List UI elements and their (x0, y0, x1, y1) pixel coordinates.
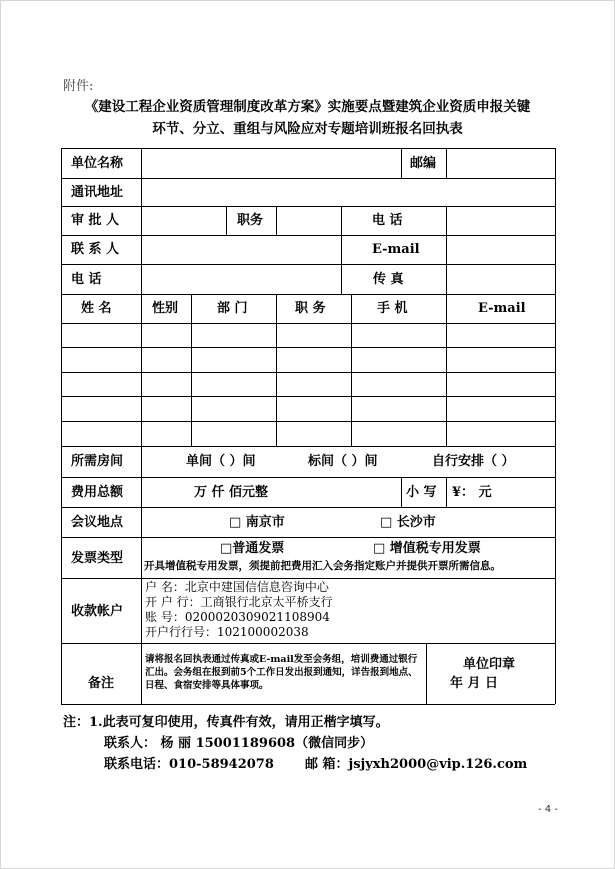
account-label: 收款帐户 (71, 604, 124, 619)
account-bank-number: 开户行行号：102100002038 (145, 625, 309, 639)
table-line (61, 421, 555, 422)
table-line (555, 148, 556, 704)
fax-label: 传 真 (373, 272, 404, 287)
col-mobile: 手 机 (377, 301, 408, 316)
form-title-line2: 环节、分立、重组与风险应对专题培训班报名回执表 (152, 121, 463, 137)
table-line (426, 643, 427, 704)
note-contact: 联系人： 杨 丽 15001189608（微信同步） (104, 736, 374, 751)
table-line (276, 206, 277, 235)
page-number: - 4 - (538, 804, 558, 815)
table-line (141, 446, 142, 704)
postcode-label: 邮编 (410, 156, 437, 171)
room-standard-option[interactable]: 标间（ ）间 (308, 454, 378, 469)
room-self-option[interactable]: 自行安排（ ） (432, 454, 515, 469)
table-line (401, 148, 402, 178)
table-line (61, 323, 555, 324)
table-line (351, 294, 352, 446)
unit-name-label: 单位名称 (71, 156, 124, 171)
room-single-option[interactable]: 单间（ ）间 (186, 454, 256, 469)
address-label: 通讯地址 (71, 185, 124, 200)
table-line (61, 643, 555, 644)
fee-small-label: 小 写 (406, 485, 437, 500)
table-line (61, 206, 555, 207)
table-line (61, 372, 555, 373)
note-copy-usage: 注：1.此表可复印使用，传真件有效，请用正楷字填写。 (63, 715, 389, 730)
contact-label: 联 系 人 (71, 242, 120, 257)
col-email: E-mail (478, 301, 526, 316)
approver-label: 审 批 人 (71, 213, 120, 228)
venue-nanjing-checkbox[interactable]: □ 南京市 (229, 515, 285, 530)
note-email: 邮 箱：jsjyxh2000@vip.126.com (305, 757, 528, 772)
invoice-vat-checkbox[interactable]: □ 增值税专用发票 (373, 541, 481, 556)
table-line (141, 294, 142, 446)
venue-label: 会议地点 (71, 515, 124, 530)
account-number: 账 号：0200020309021108904 (145, 610, 330, 624)
table-line (446, 206, 447, 294)
table-line (226, 206, 227, 235)
fee-small-field[interactable]: ¥： 元 (452, 485, 492, 500)
remark-label: 备注 (88, 676, 115, 691)
venue-changsha-checkbox[interactable]: □ 长沙市 (380, 515, 436, 530)
table-line (61, 537, 555, 538)
note-phone: 联系电话：010-58942078 (104, 757, 274, 772)
table-line (446, 148, 447, 178)
account-bank: 开 户 行：工商银行北京太平桥支行 (145, 595, 333, 609)
table-line (61, 235, 555, 236)
phone2-label: 电 话 (71, 272, 102, 287)
table-line (141, 148, 142, 294)
invoice-note: 开具增值税专用发票，须提前把费用汇入会务指定账户并提供开票所需信息。 (144, 560, 501, 572)
table-line (61, 704, 555, 705)
fee-amount-field[interactable]: 万 仟 佰元整 (194, 485, 269, 500)
room-label: 所需房间 (71, 454, 124, 469)
table-line (341, 206, 342, 294)
table-line (61, 347, 555, 348)
table-line (276, 294, 277, 446)
col-gender: 性别 (152, 301, 179, 316)
table-line (446, 294, 447, 446)
email-label: E-mail (372, 242, 420, 257)
invoice-normal-checkbox[interactable]: □普通发票 (220, 541, 285, 556)
invoice-label: 发票类型 (71, 551, 124, 566)
position-label: 职务 (237, 213, 264, 228)
remark-text: 请将报名回执表通过传真或E-mail发至会务组，培训费通过银行汇出。会务组在报到前5个工作日发出报到通知，详告报到地点、日程、食宿安排等具体事项。 (145, 654, 418, 691)
table-line (61, 178, 555, 179)
table-line (61, 294, 555, 295)
table-line (61, 148, 62, 704)
col-position: 职 务 (295, 301, 326, 316)
col-department: 部 门 (217, 301, 248, 316)
account-name: 户 名：北京中建国信信息咨询中心 (145, 580, 329, 594)
form-title-line1: 《建设工程企业资质管理制度改革方案》实施要点暨建筑企业资质申报关键 (84, 99, 531, 115)
seal-date: 年 月 日 (450, 676, 499, 691)
table-line (446, 477, 447, 507)
phone-label: 电 话 (372, 213, 403, 228)
table-line (61, 477, 555, 478)
seal-label: 单位印章 (463, 657, 516, 672)
attachment-label: 附件: (63, 79, 94, 94)
col-name: 姓 名 (81, 301, 112, 316)
table-line (61, 578, 555, 579)
fee-label: 费用总额 (71, 485, 124, 500)
table-line (401, 477, 402, 507)
table-line (61, 446, 555, 447)
table-line (61, 507, 555, 508)
table-line (61, 264, 555, 265)
table-line (61, 396, 555, 397)
table-line (191, 294, 192, 446)
table-line (61, 148, 555, 149)
